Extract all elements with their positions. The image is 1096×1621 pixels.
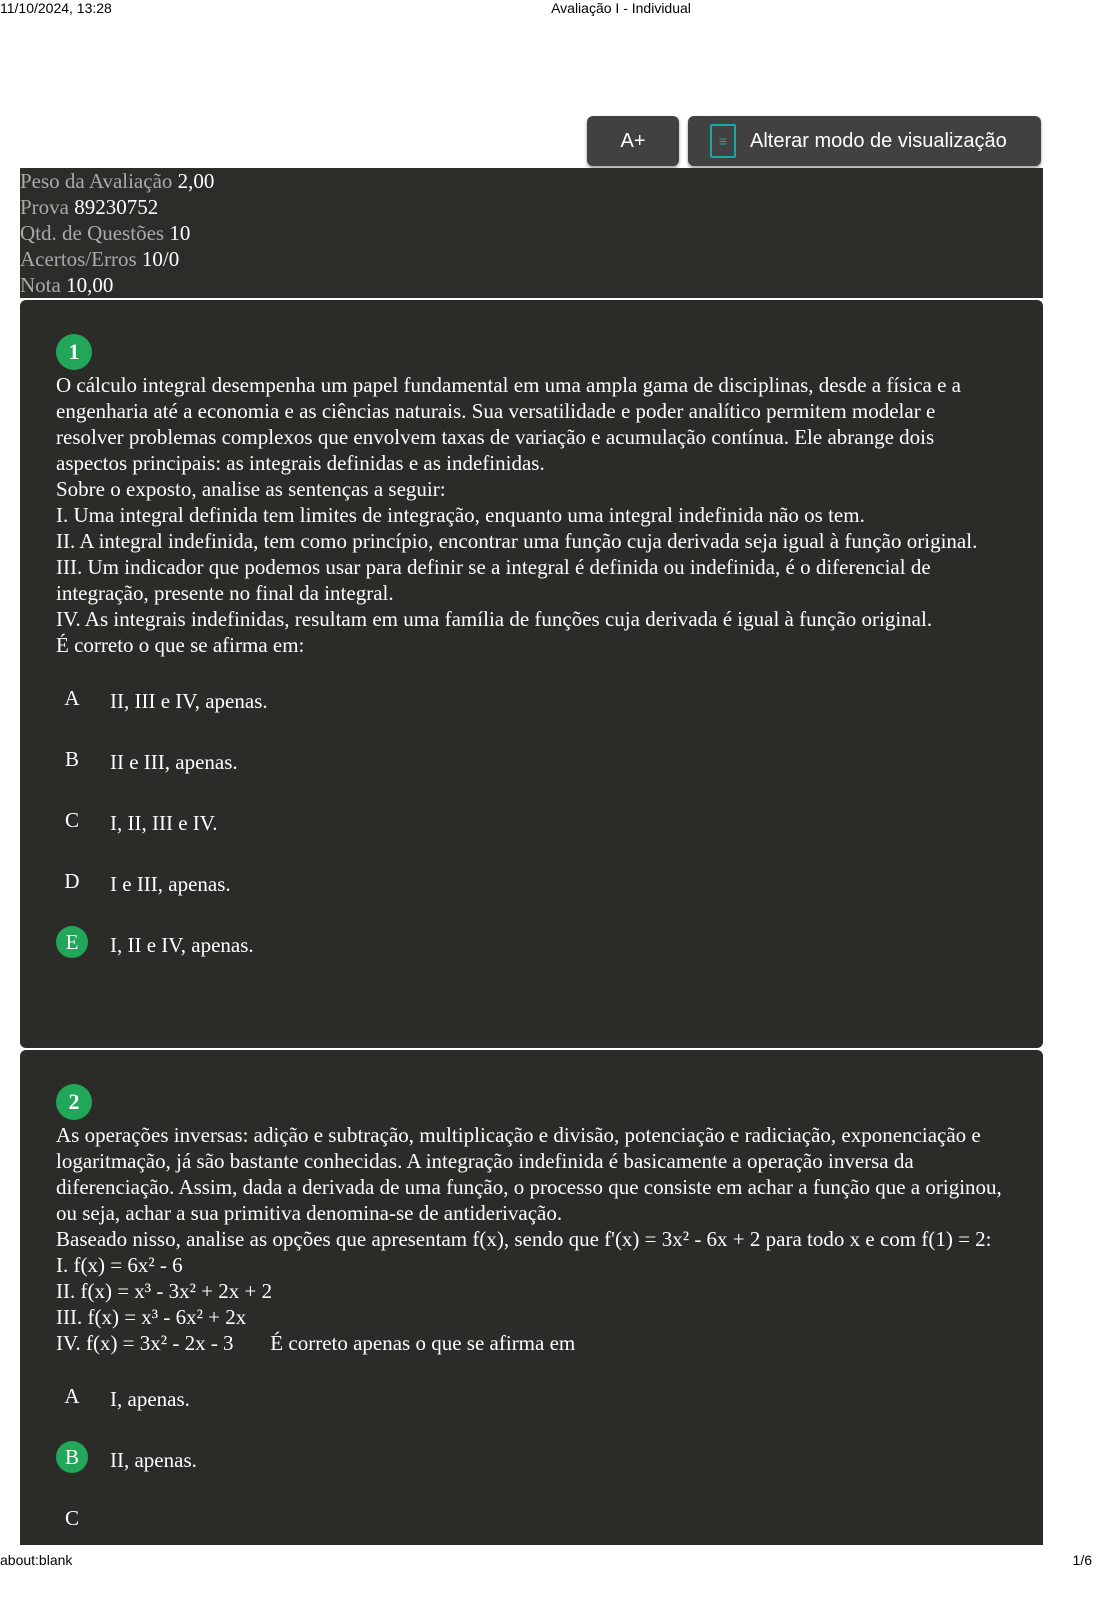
answer-option-a[interactable] [56, 670, 1007, 731]
print-title: Avaliação I - Individual [551, 0, 691, 16]
question-card-2 [20, 1050, 1043, 1545]
info-row [20, 194, 1043, 220]
option-letter: A [64, 1383, 80, 1408]
info-label: Qtd. de Questões [20, 221, 165, 245]
view-mode-icon: ≡ [710, 124, 736, 158]
answer-option-b[interactable] [56, 1429, 1007, 1490]
question-card-1 [20, 300, 1043, 1048]
option-text: II e III, apenas. [110, 749, 238, 774]
info-value: 10 [169, 221, 191, 245]
answer-option-d[interactable] [56, 853, 1007, 914]
info-label: Prova [20, 195, 69, 219]
view-mode-button[interactable] [688, 116, 1041, 166]
option-text: I e III, apenas. [110, 871, 231, 896]
option-letter: B [56, 1441, 88, 1473]
exam-info [20, 168, 1043, 298]
font-increase-label: A+ [620, 129, 646, 152]
font-increase-button[interactable] [587, 116, 679, 166]
answer-option-c[interactable] [56, 1490, 1007, 1551]
info-row [20, 272, 1043, 298]
answer-option-b[interactable] [56, 731, 1007, 792]
view-mode-label: Alterar modo de visualização [750, 129, 1007, 152]
option-letter: D [64, 868, 80, 893]
answer-option-e[interactable] [56, 914, 1007, 975]
question-stem: O cálculo integral desempenha um papel fundamental em uma ampla gama de disciplinas, desde a física e a engenharia até a economia e as ciências naturais. Sua versatilidade e poder analítico permitem modelar e resolver problemas complexos que envolvem taxas de variação e acumulação contínua. Ele abrange dois aspectos principais: as integrais definidas e as indefinidas. Sobre o exposto, analise as sentenças a seguir: I. Uma integral definida tem limites de integração, enquanto uma integral indefinida não os tem. II. A integral indefinida, tem como princípio, encontrar uma função cuja derivada seja igual à função original. III. Um indicador que podemos usar para definir se a integral é definida ou indefinida, é o diferencial de integração, presente no final da integral. IV. As integrais indefinidas, resultam em uma família de funções cuja derivada é igual à função original. É correto o que se afirma em: [56, 373, 978, 657]
option-text: II, III e IV, apenas. [110, 688, 268, 713]
option-letter: B [64, 746, 79, 771]
info-label: Peso da Avaliação [20, 169, 173, 193]
question-stem: As operações inversas: adição e subtração, multiplicação e divisão, potenciação e radiciação, exponenciação e logaritmação, já são bastante conhecidas. A integração indefinida é basicamente a operação inversa da diferenciação. Assim, dada a derivada de uma função, o processo que consiste em achar a função que a originou, ou seja, achar a sua primitiva denomina-se de antiderivação. Baseado nisso, analise as opções que apresentam f(x), sendo que f'(x) = 3x² - 6x + 2 para todo x e com f(1) = 2: I. f(x) = 6x² - 6 II. f(x) = x³ - 3x² + 2x + 2 III. f(x) = x³ - 6x² + 2x IV. f(x) = 3x² - 2x - 3 É correto apenas o que se afirma em [56, 1123, 1002, 1355]
option-text: I, II, III e IV. [110, 810, 218, 835]
option-text: II, apenas. [110, 1447, 197, 1472]
answer-option-c[interactable] [56, 792, 1007, 853]
option-letter: E [56, 926, 88, 958]
option-letter: C [64, 807, 79, 832]
info-value: 10/0 [141, 247, 180, 271]
option-text: I, apenas. [110, 1386, 190, 1411]
info-label: Acertos/Erros [20, 247, 137, 271]
option-text: I, II e IV, apenas. [110, 932, 254, 957]
info-row [20, 168, 1043, 194]
info-value: 89230752 [74, 195, 159, 219]
info-value: 10,00 [66, 273, 114, 297]
print-datetime: 11/10/2024, 13:28 [0, 0, 112, 16]
info-row [20, 246, 1043, 272]
info-value: 2,00 [177, 169, 215, 193]
option-letter: A [64, 685, 80, 710]
option-letter: C [64, 1505, 79, 1530]
question-number: 1 [56, 334, 92, 370]
print-url: about:blank [0, 1552, 73, 1568]
answer-option-a[interactable] [56, 1368, 1007, 1429]
print-page: 1/6 [1072, 1552, 1092, 1568]
info-row [20, 220, 1043, 246]
question-number: 2 [56, 1084, 92, 1120]
info-label: Nota [20, 273, 61, 297]
